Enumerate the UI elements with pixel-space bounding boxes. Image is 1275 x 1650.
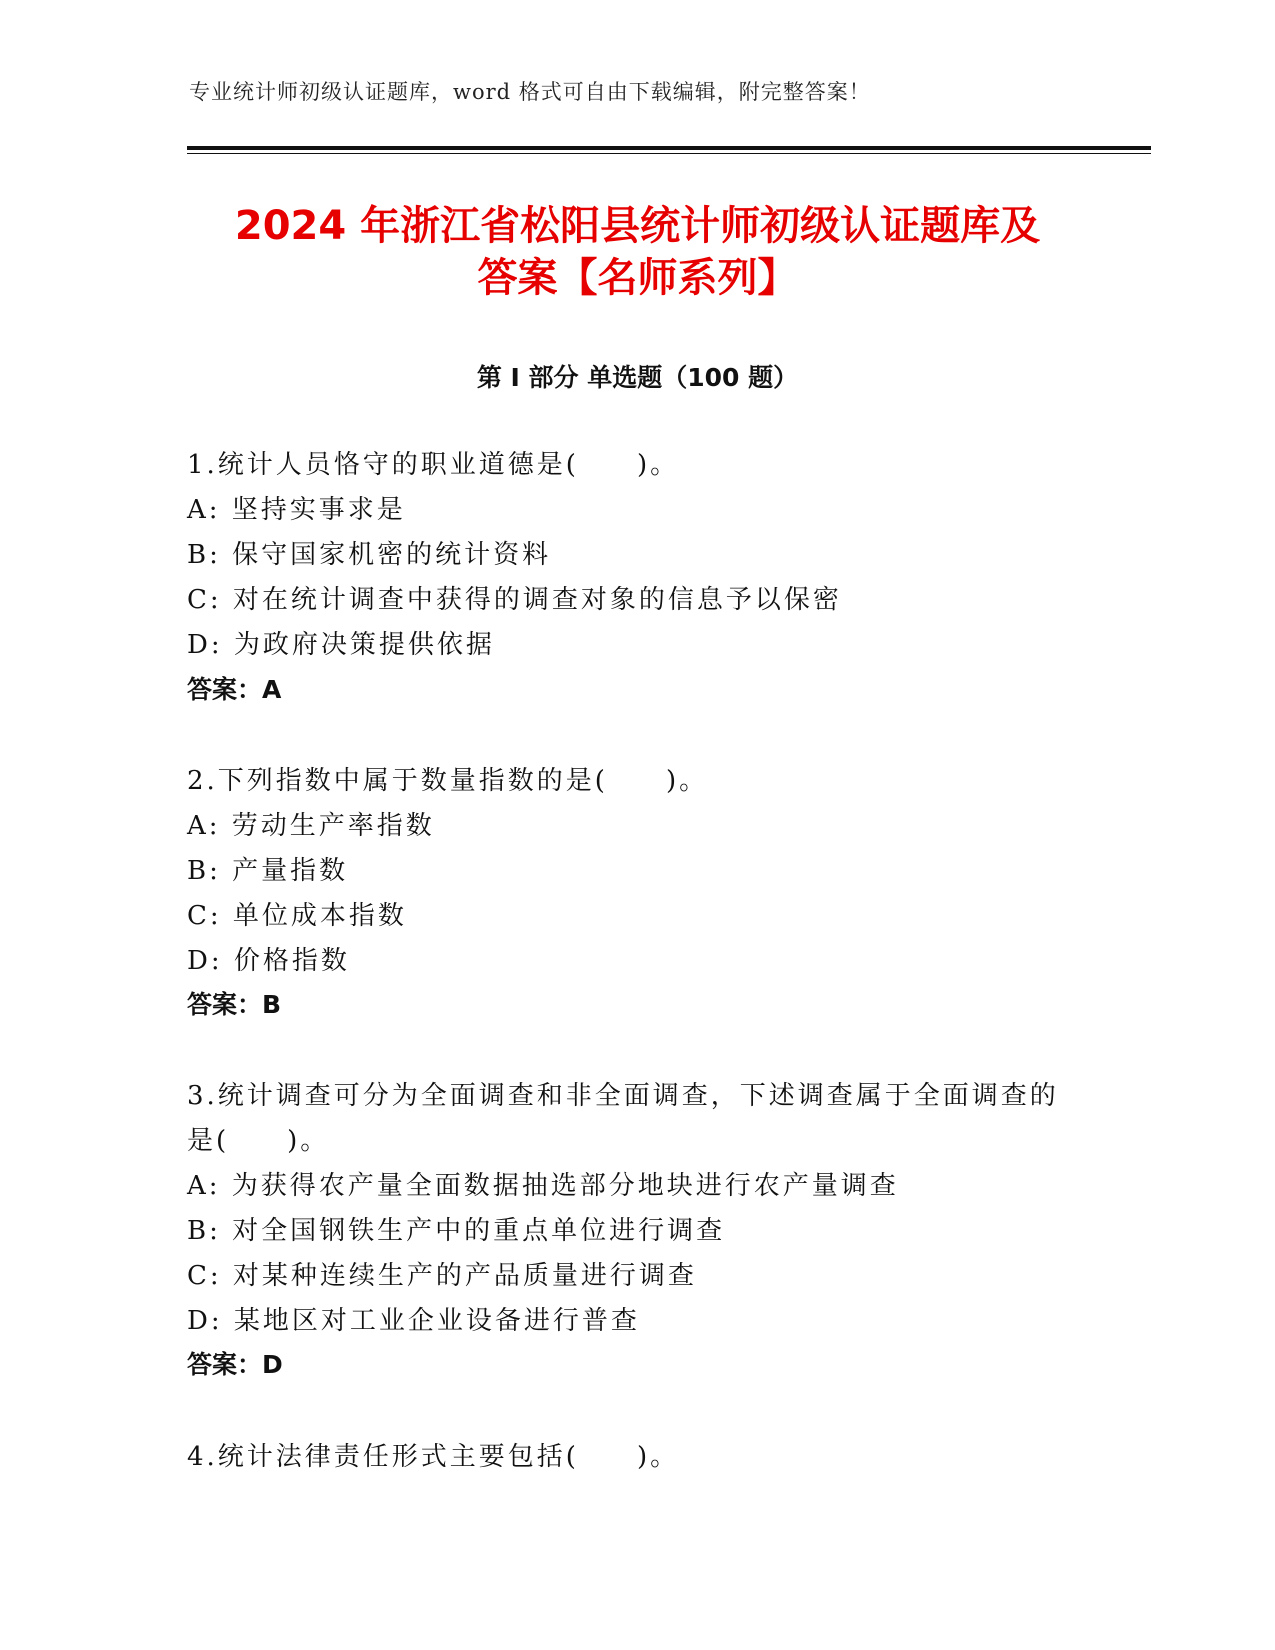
question-2-answer: 答案：B xyxy=(187,990,282,1019)
question-3-option-d: D: 某地区对工业企业设备进行普查 xyxy=(187,1306,640,1336)
question-3-option-c: C: 对某种连续生产的产品质量进行调查 xyxy=(187,1261,697,1291)
question-3-stem-line1: 3.统计调查可分为全面调查和非全面调查，下述调查属于全面调查的 xyxy=(187,1081,1059,1111)
document-title-line2: 答案【名师系列】 xyxy=(477,255,798,301)
question-2-option-c: C: 单位成本指数 xyxy=(187,901,407,931)
question-2-option-a: A: 劳动生产率指数 xyxy=(187,811,435,841)
document-title-line1: 2024 年浙江省松阳县统计师初级认证题库及 xyxy=(234,203,1041,249)
section-heading: 第 I 部分 单选题（100 题） xyxy=(476,363,799,392)
question-2-option-b: B: 产量指数 xyxy=(187,856,349,886)
question-1-stem: 1.统计人员恪守的职业道德是( )。 xyxy=(187,450,680,480)
question-3-option-b: B: 对全国钢铁生产中的重点单位进行调查 xyxy=(187,1216,726,1246)
header-rule-thick xyxy=(187,146,1151,150)
question-4-stem: 4.统计法律责任形式主要包括( )。 xyxy=(187,1442,680,1472)
question-2-stem: 2.下列指数中属于数量指数的是( )。 xyxy=(187,766,709,796)
question-1-option-d: D: 为政府决策提供依据 xyxy=(187,630,495,660)
question-1-option-a: A: 坚持实事求是 xyxy=(187,495,406,525)
question-3-option-a: A: 为获得农产量全面数据抽选部分地块进行农产量调查 xyxy=(187,1171,899,1201)
question-2-option-d: D: 价格指数 xyxy=(187,946,350,976)
question-1-option-b: B: 保守国家机密的统计资料 xyxy=(187,540,552,570)
header-note: 专业统计师初级认证题库，word 格式可自由下载编辑，附完整答案！ xyxy=(189,80,871,104)
header-rule-thin xyxy=(187,153,1151,154)
question-1-option-c: C: 对在统计调查中获得的调查对象的信息予以保密 xyxy=(187,585,842,615)
question-3-stem-line2: 是( )。 xyxy=(187,1126,330,1156)
question-3-answer: 答案：D xyxy=(187,1350,283,1379)
question-1-answer: 答案：A xyxy=(187,675,282,704)
